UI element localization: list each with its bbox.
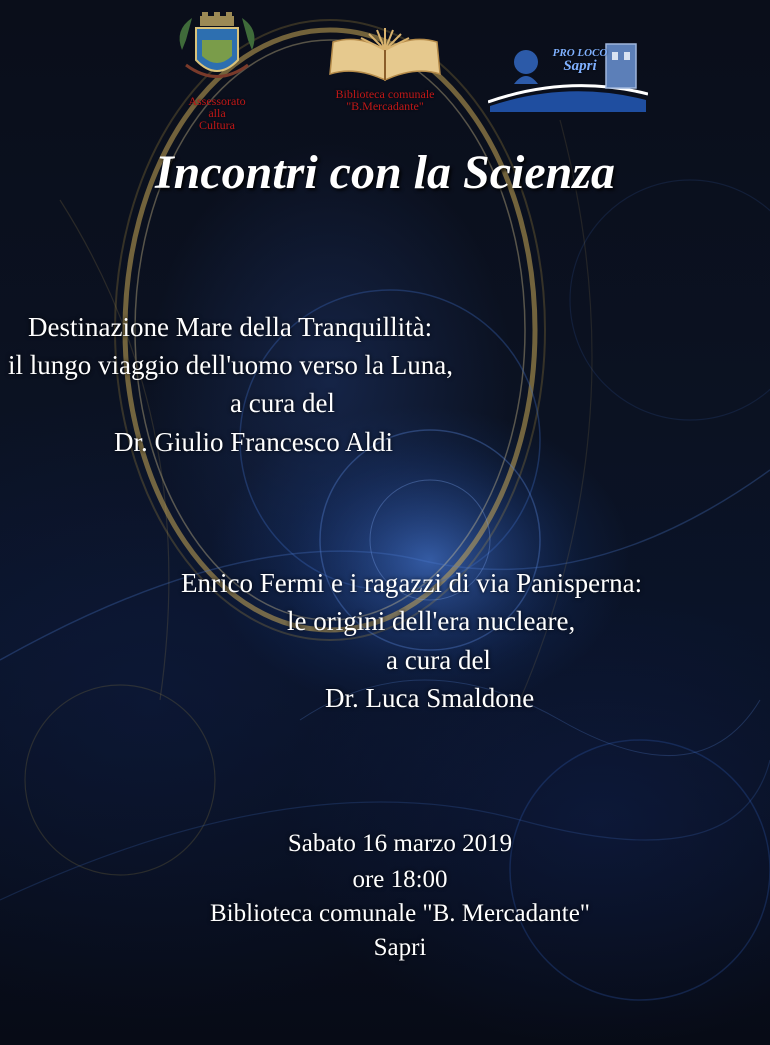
talk1-line2: il lungo viaggio dell'uomo verso la Luna, xyxy=(8,350,454,380)
page-title: Incontri con la Scienza xyxy=(154,146,616,199)
biblioteca-line2: "B.Mercadante" xyxy=(346,99,424,113)
assessorato-line1: Assessorato xyxy=(188,94,246,108)
assessorato-line2: alla xyxy=(208,106,226,120)
open-book-icon xyxy=(325,28,445,88)
coat-of-arms-logo xyxy=(172,10,262,90)
assessorato-label xyxy=(172,95,262,131)
event-date: Sabato 16 marzo 2019 xyxy=(287,830,513,857)
assessorato-line3: Cultura xyxy=(199,118,235,132)
pro-loco-label xyxy=(545,48,615,74)
event-venue: Biblioteca comunale "B. Mercadante" xyxy=(210,900,590,927)
pro-loco-line2: Sapri xyxy=(563,58,597,74)
talk1-speaker: Dr. Giulio Francesco Aldi xyxy=(114,427,393,457)
talk1-line3: a cura del xyxy=(230,388,335,418)
talk2-line2: le origini dell'era nucleare, xyxy=(287,606,576,636)
talk1-line1: Destinazione Mare della Tranquillità: xyxy=(28,312,433,342)
event-city: Sapri xyxy=(373,934,427,961)
talk2-line1: Enrico Fermi e i ragazzi di via Panisperna: xyxy=(181,568,643,598)
biblioteca-label xyxy=(305,88,465,112)
talk2-line3: a cura del xyxy=(386,645,491,675)
pro-loco-line1: PRO LOCO xyxy=(552,47,608,59)
biblioteca-line1: Biblioteca comunale xyxy=(335,87,435,101)
event-time: ore 18:00 xyxy=(352,866,448,893)
talk2-speaker: Dr. Luca Smaldone xyxy=(325,683,535,713)
